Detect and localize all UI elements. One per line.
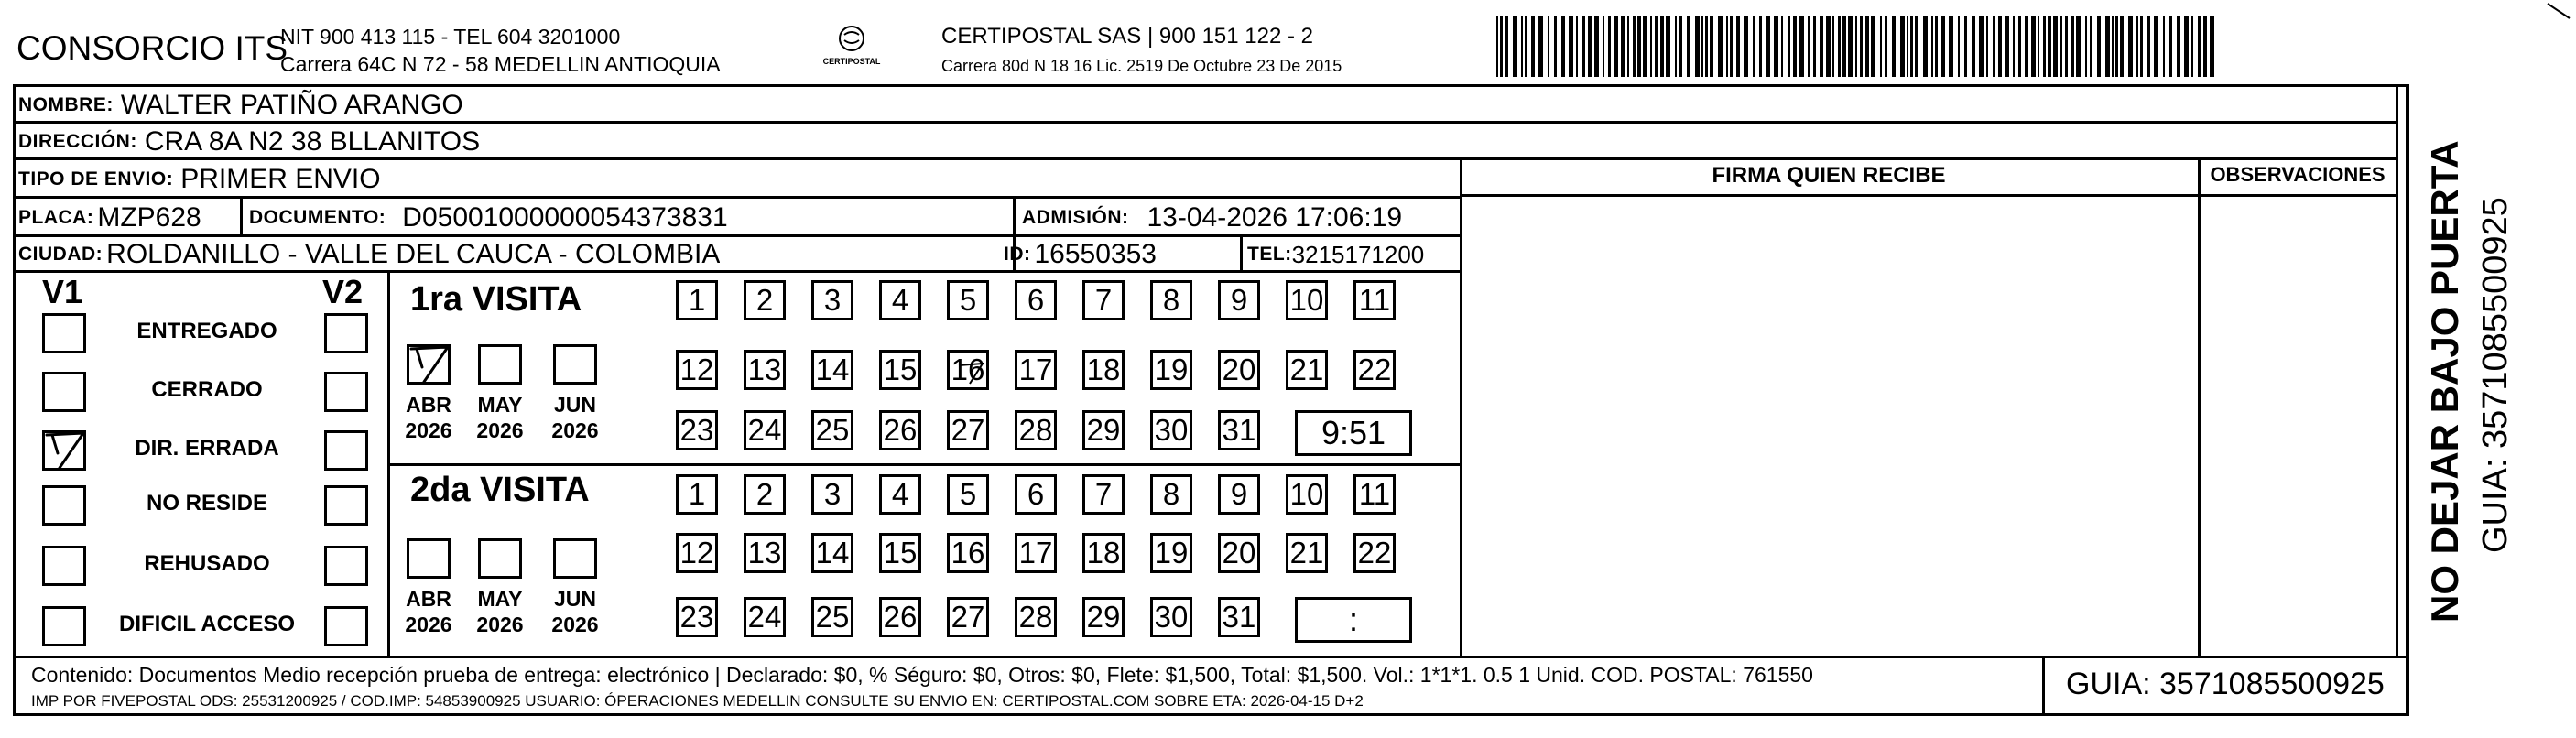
day-box[interactable]: 6 (1015, 474, 1057, 515)
barcode-bar (2038, 16, 2039, 77)
day-box[interactable]: 11 (1353, 474, 1396, 515)
footer-imp: IMP POR FIVEPOSTAL ODS: 25531200925 / COD.IMP: 54853900925 USUARIO: ÓPERACIONES MEDELLIN CONSULTE SU ENVIO EN: CERTIPOSTAL.COM SOBRE ETA: 2026-04-15 D+2 (31, 692, 1364, 710)
day-box[interactable]: 23 (676, 410, 718, 450)
barcode-bar (2060, 16, 2062, 77)
barcode-bar (1964, 16, 1967, 77)
city-label: CIUDAD: (18, 244, 103, 265)
barcode-bar (1910, 16, 1913, 77)
month-checkbox[interactable] (553, 344, 597, 385)
barcode-bar (1958, 16, 1960, 77)
v2-checkbox[interactable] (324, 430, 368, 471)
observations-header: OBSERVACIONES (2210, 163, 2386, 186)
barcode-bar (1949, 16, 1953, 77)
month-checkbox[interactable] (478, 344, 522, 385)
barcode-bar (1614, 16, 1618, 77)
day-box[interactable]: 22 (1353, 533, 1396, 573)
barcode-bar (1808, 16, 1810, 77)
barcode-bar (1500, 16, 1503, 77)
barcode-bar (1730, 16, 1733, 77)
day-box[interactable]: 30 (1150, 410, 1192, 450)
barcode-bar (1660, 16, 1664, 77)
day-box[interactable]: 22 (1353, 350, 1396, 390)
barcode-bar (1979, 16, 1984, 77)
barcode-bar (2076, 16, 2081, 77)
tel-value: 3215171200 (1291, 240, 1425, 268)
barcode-bar (1710, 16, 1713, 77)
barcode-bar (1813, 16, 1816, 77)
time-box[interactable]: 9:51 (1295, 410, 1412, 456)
name-row (18, 88, 463, 123)
barcode-bar (1582, 16, 1585, 77)
barcode-bar (1695, 16, 1700, 77)
barcode-bar (1793, 16, 1797, 77)
day-box[interactable]: 19 (1150, 350, 1192, 390)
month-checkbox[interactable] (478, 538, 522, 579)
barcode-bar (1865, 16, 1869, 77)
day-box[interactable]: 10 (1286, 280, 1328, 320)
barcode-bar (1521, 16, 1523, 77)
v1-checkbox[interactable] (42, 546, 86, 586)
day-box[interactable]: 11 (1353, 280, 1396, 320)
status-label: NO RESIDE (146, 491, 268, 516)
barcode-bar (1594, 16, 1599, 77)
barcode-bar (2120, 16, 2124, 77)
barcode-bar (2090, 16, 2092, 77)
tel-label: TEL: (1247, 244, 1292, 265)
barcode-bar (1871, 16, 1875, 77)
barcode-bar (1554, 16, 1557, 77)
company-name: CONSORCIO ITS (16, 29, 288, 67)
visit2-title: 2da VISITA (410, 471, 590, 509)
day-box[interactable]: 28 (1015, 410, 1057, 450)
day-box[interactable]: 25 (811, 410, 853, 450)
v1-checkbox[interactable] (42, 485, 86, 526)
barcode-bar (1496, 16, 1498, 77)
type-value: PRIMER ENVIO (180, 164, 381, 194)
status-label: CERRADO (151, 377, 263, 402)
barcode-bar (1637, 16, 1641, 77)
month-label: MAY 2026 (476, 587, 524, 636)
day-box[interactable]: 31 (1218, 410, 1260, 450)
day-box[interactable]: 26 (879, 597, 921, 637)
barcode-bar (2147, 16, 2150, 77)
day-box[interactable]: 30 (1150, 597, 1192, 637)
barcode-bar (1788, 16, 1790, 77)
barcode-bar (1820, 16, 1823, 77)
barcode-bar (1744, 16, 1748, 77)
day-box[interactable]: 25 (811, 597, 853, 637)
barcode-bar (1753, 16, 1755, 77)
day-box[interactable]: 2 (744, 474, 786, 515)
v2-header: V2 (322, 273, 364, 310)
barcode-bar (1880, 16, 1882, 77)
barcode-bar (2136, 16, 2138, 77)
month-label: JUN 2026 (551, 393, 599, 442)
barcode-bar (1538, 16, 1543, 77)
barcode-bar (2115, 16, 2118, 77)
barcode-bar (2085, 16, 2087, 77)
type-label: TIPO DE ENVIO: (18, 168, 174, 190)
barcode-bar (1650, 16, 1652, 77)
doc-row (249, 200, 728, 236)
barcode-bar (1627, 16, 1629, 77)
day-box[interactable]: 21 (1286, 533, 1328, 573)
id-value: 16550353 (1034, 239, 1157, 269)
day-box[interactable]: 28 (1015, 597, 1057, 637)
barcode-bar (2128, 16, 2133, 77)
day-box[interactable]: 9 (1218, 280, 1260, 320)
day-box[interactable]: 27 (947, 597, 989, 637)
barcode-bar (1679, 16, 1682, 77)
barcode (1495, 16, 2227, 77)
day-box[interactable]: 7 (1082, 474, 1125, 515)
barcode-bar (2191, 16, 2193, 77)
day-box[interactable]: 3 (811, 280, 853, 320)
day-box[interactable]: 14 (811, 350, 853, 390)
month-label: MAY 2026 (476, 393, 524, 442)
barcode-bar (2198, 16, 2201, 77)
barcode-bar (2065, 16, 2068, 77)
day-box[interactable]: 15 (879, 350, 921, 390)
v2-checkbox[interactable] (324, 313, 368, 353)
day-box[interactable]: 1 (676, 280, 718, 320)
v1-checkbox[interactable] (42, 606, 86, 646)
day-box[interactable]: 29 (1082, 597, 1125, 637)
v1-checkbox[interactable] (42, 313, 86, 353)
day-box[interactable]: 21 (1286, 350, 1328, 390)
barcode-bar (1885, 16, 1887, 77)
v2-checkbox[interactable] (324, 485, 368, 526)
company-address: Carrera 64C N 72 - 58 MEDELLIN ANTIOQUIA (280, 52, 721, 76)
barcode-bar (1548, 16, 1549, 77)
barcode-bar (1935, 16, 1938, 77)
footer-guia: GUIA: 3571085500925 (2066, 667, 2385, 701)
day-box[interactable]: 13 (744, 533, 786, 573)
day-box[interactable]: 16 (947, 350, 989, 390)
barcode-bar (1907, 16, 1908, 77)
type-row (18, 161, 381, 198)
barcode-bar (2140, 16, 2143, 77)
barcode-bar (1718, 16, 1723, 77)
barcode-bar (1892, 16, 1896, 77)
day-box[interactable]: 8 (1150, 280, 1192, 320)
v1-checkbox[interactable] (42, 372, 86, 412)
day-box[interactable]: 9 (1218, 474, 1260, 515)
certipostal-logo (806, 22, 897, 73)
barcode-bar (2097, 16, 2101, 77)
barcode-bar (1726, 16, 1728, 77)
barcode-bar (2025, 16, 2028, 77)
barcode-bar (2112, 16, 2114, 77)
barcode-bar (1655, 16, 1658, 77)
side-guia: GUIA: 3571085500925 (2476, 197, 2515, 553)
month-label: ABR 2026 (405, 393, 452, 442)
barcode-bar (2043, 16, 2046, 77)
barcode-bar (1576, 16, 1578, 77)
address-row (18, 125, 480, 159)
status-label: DIFICIL ACCESO (118, 612, 295, 636)
plate-row (18, 200, 201, 236)
barcode-bar (1525, 16, 1527, 77)
barcode-bar (1848, 16, 1853, 77)
day-box[interactable]: 14 (811, 533, 853, 573)
day-box[interactable]: 24 (744, 410, 786, 450)
id-label: ID: (1004, 244, 1031, 265)
barcode-bar (1736, 16, 1740, 77)
time-box[interactable]: : (1295, 597, 1412, 643)
barcode-bar (1603, 16, 1604, 77)
day-box[interactable]: 23 (676, 597, 718, 637)
barcode-bar (1998, 16, 2002, 77)
day-box[interactable]: 6 (1015, 280, 1057, 320)
barcode-bar (1633, 16, 1636, 77)
day-box[interactable]: 16 (947, 533, 989, 573)
day-box[interactable]: 17 (1015, 350, 1057, 390)
barcode-bar (2071, 16, 2074, 77)
day-box[interactable]: 5 (947, 280, 989, 320)
barcode-bar (1759, 16, 1762, 77)
observations-area[interactable] (2203, 200, 2392, 652)
barcode-bar (2210, 16, 2214, 77)
corner-mark (2546, 2, 2573, 20)
company-nit: NIT 900 413 115 - TEL 604 3201000 (280, 25, 621, 49)
day-box[interactable]: 2 (744, 280, 786, 320)
day-box[interactable]: 13 (744, 350, 786, 390)
barcode-bar (1799, 16, 1804, 77)
city-value: ROLDANILLO - VALLE DEL CAUCA - COLOMBIA (106, 239, 721, 269)
status-label: DIR. ERRADA (135, 436, 279, 461)
barcode-bar (1701, 16, 1703, 77)
plate-label: PLACA: (18, 207, 94, 228)
barcode-bar (2177, 16, 2180, 77)
barcode-bar (2184, 16, 2189, 77)
day-box[interactable]: 29 (1082, 410, 1125, 450)
barcode-bar (1972, 16, 1975, 77)
day-box[interactable]: 10 (1286, 474, 1328, 515)
barcode-bar (1675, 16, 1677, 77)
day-box[interactable]: 18 (1082, 350, 1125, 390)
barcode-bar (1855, 16, 1857, 77)
barcode-bar (2105, 16, 2110, 77)
footer-content: Contenido: Documentos Medio recepción prueba de entrega: electrónico | Declarado: $0, % Séguro: $0, Otros: $0, Flete: $1,500, Total: $1,500. Vol.: 1*1*1. 0.5 1 Unid. COD. POSTAL: 761550 (31, 663, 1813, 687)
doc-label: DOCUMENTO: (249, 207, 386, 228)
carrier-license: Carrera 80d N 18 16 Lic. 2519 De Octubre 23 De 2015 (941, 57, 1342, 75)
barcode-bar (2013, 16, 2015, 77)
barcode-bar (1766, 16, 1770, 77)
barcode-bar (1621, 16, 1625, 77)
day-box[interactable]: 17 (1015, 533, 1057, 573)
barcode-bar (2005, 16, 2009, 77)
barcode-bar (1666, 16, 1670, 77)
day-box[interactable]: 27 (947, 410, 989, 450)
barcode-bar (2018, 16, 2021, 77)
barcode-bar (1826, 16, 1831, 77)
tel-row (1247, 236, 1424, 273)
month-label: ABR 2026 (405, 587, 452, 636)
admission-value: 13-04-2026 17:06:19 (1147, 202, 1403, 233)
barcode-bar (1687, 16, 1690, 77)
barcode-bar (1931, 16, 1933, 77)
day-box[interactable]: 20 (1218, 533, 1260, 573)
barcode-bar (1923, 16, 1928, 77)
day-box[interactable]: 19 (1150, 533, 1192, 573)
day-box[interactable]: 31 (1218, 597, 1260, 637)
barcode-bar (1900, 16, 1905, 77)
barcode-bar (2169, 16, 2172, 77)
barcode-bar (2203, 16, 2207, 77)
barcode-bar (1832, 16, 1834, 77)
barcode-bar (1986, 16, 1988, 77)
logo-text: CERTIPOSTAL (822, 57, 881, 66)
day-box[interactable]: 15 (879, 533, 921, 573)
name-label: NOMBRE: (18, 94, 114, 115)
barcode-bar (1838, 16, 1841, 77)
day-box[interactable]: 4 (879, 474, 921, 515)
barcode-bar (1531, 16, 1535, 77)
v2-checkbox[interactable] (324, 606, 368, 646)
day-box[interactable]: 18 (1082, 533, 1125, 573)
address-label: DIRECCIÓN: (18, 131, 137, 152)
month-checkbox[interactable] (407, 344, 451, 385)
barcode-bar (1774, 16, 1778, 77)
barcode-bar (2048, 16, 2051, 77)
month-label: JUN 2026 (551, 587, 599, 636)
address-value: CRA 8A N2 38 BLLANITOS (144, 126, 481, 157)
barcode-bar (1705, 16, 1708, 77)
barcode-bar (1993, 16, 1995, 77)
barcode-bar (1842, 16, 1846, 77)
city-row (18, 236, 720, 273)
barcode-bar (1569, 16, 1573, 77)
day-box[interactable]: 3 (811, 474, 853, 515)
status-label: ENTREGADO (136, 319, 277, 343)
month-checkbox[interactable] (407, 538, 451, 579)
id-row (1004, 236, 1157, 273)
barcode-bar (2053, 16, 2058, 77)
barcode-bar (2154, 16, 2158, 77)
signature-area[interactable] (1465, 200, 2194, 652)
barcode-bar (1588, 16, 1592, 77)
day-box[interactable]: 12 (676, 533, 718, 573)
name-value: WALTER PATIÑO ARANGO (120, 90, 463, 120)
admission-row (1022, 200, 1402, 236)
day-box[interactable]: 1 (676, 474, 718, 515)
day-box[interactable]: 8 (1150, 474, 1192, 515)
barcode-bar (1505, 16, 1508, 77)
visit1-title: 1ra VISITA (410, 280, 582, 319)
day-mark (950, 353, 992, 393)
month-checkbox[interactable] (553, 538, 597, 579)
day-box[interactable]: 7 (1082, 280, 1125, 320)
barcode-bar (2031, 16, 2036, 77)
v1-header: V1 (42, 273, 83, 310)
barcode-bar (1608, 16, 1611, 77)
side-warning: NO DEJAR BAJO PUERTA (2423, 140, 2466, 623)
v2-checkbox[interactable] (324, 546, 368, 586)
admission-label: ADMISIÓN: (1022, 207, 1129, 228)
doc-value: D05001000000054373831 (402, 202, 728, 233)
barcode-bar (1513, 16, 1517, 77)
day-box[interactable]: 5 (947, 474, 989, 515)
barcode-bar (1561, 16, 1565, 77)
barcode-bar (1915, 16, 1918, 77)
day-box[interactable]: 20 (1218, 350, 1260, 390)
day-box[interactable]: 4 (879, 280, 921, 320)
v2-checkbox[interactable] (324, 372, 368, 412)
barcode-bar (2163, 16, 2165, 77)
day-box[interactable]: 26 (879, 410, 921, 450)
carrier-name: CERTIPOSTAL SAS | 900 151 122 - 2 (941, 24, 1313, 49)
barcode-bar (1941, 16, 1945, 77)
plate-value: MZP628 (97, 202, 201, 233)
signature-header: FIRMA QUIEN RECIBE (1712, 163, 1946, 188)
v1-checkbox[interactable] (42, 430, 86, 471)
status-label: REHUSADO (144, 551, 270, 576)
day-box[interactable]: 24 (744, 597, 786, 637)
barcode-bar (1643, 16, 1647, 77)
day-box[interactable]: 12 (676, 350, 718, 390)
barcode-bar (1781, 16, 1783, 77)
barcode-bar (1860, 16, 1863, 77)
